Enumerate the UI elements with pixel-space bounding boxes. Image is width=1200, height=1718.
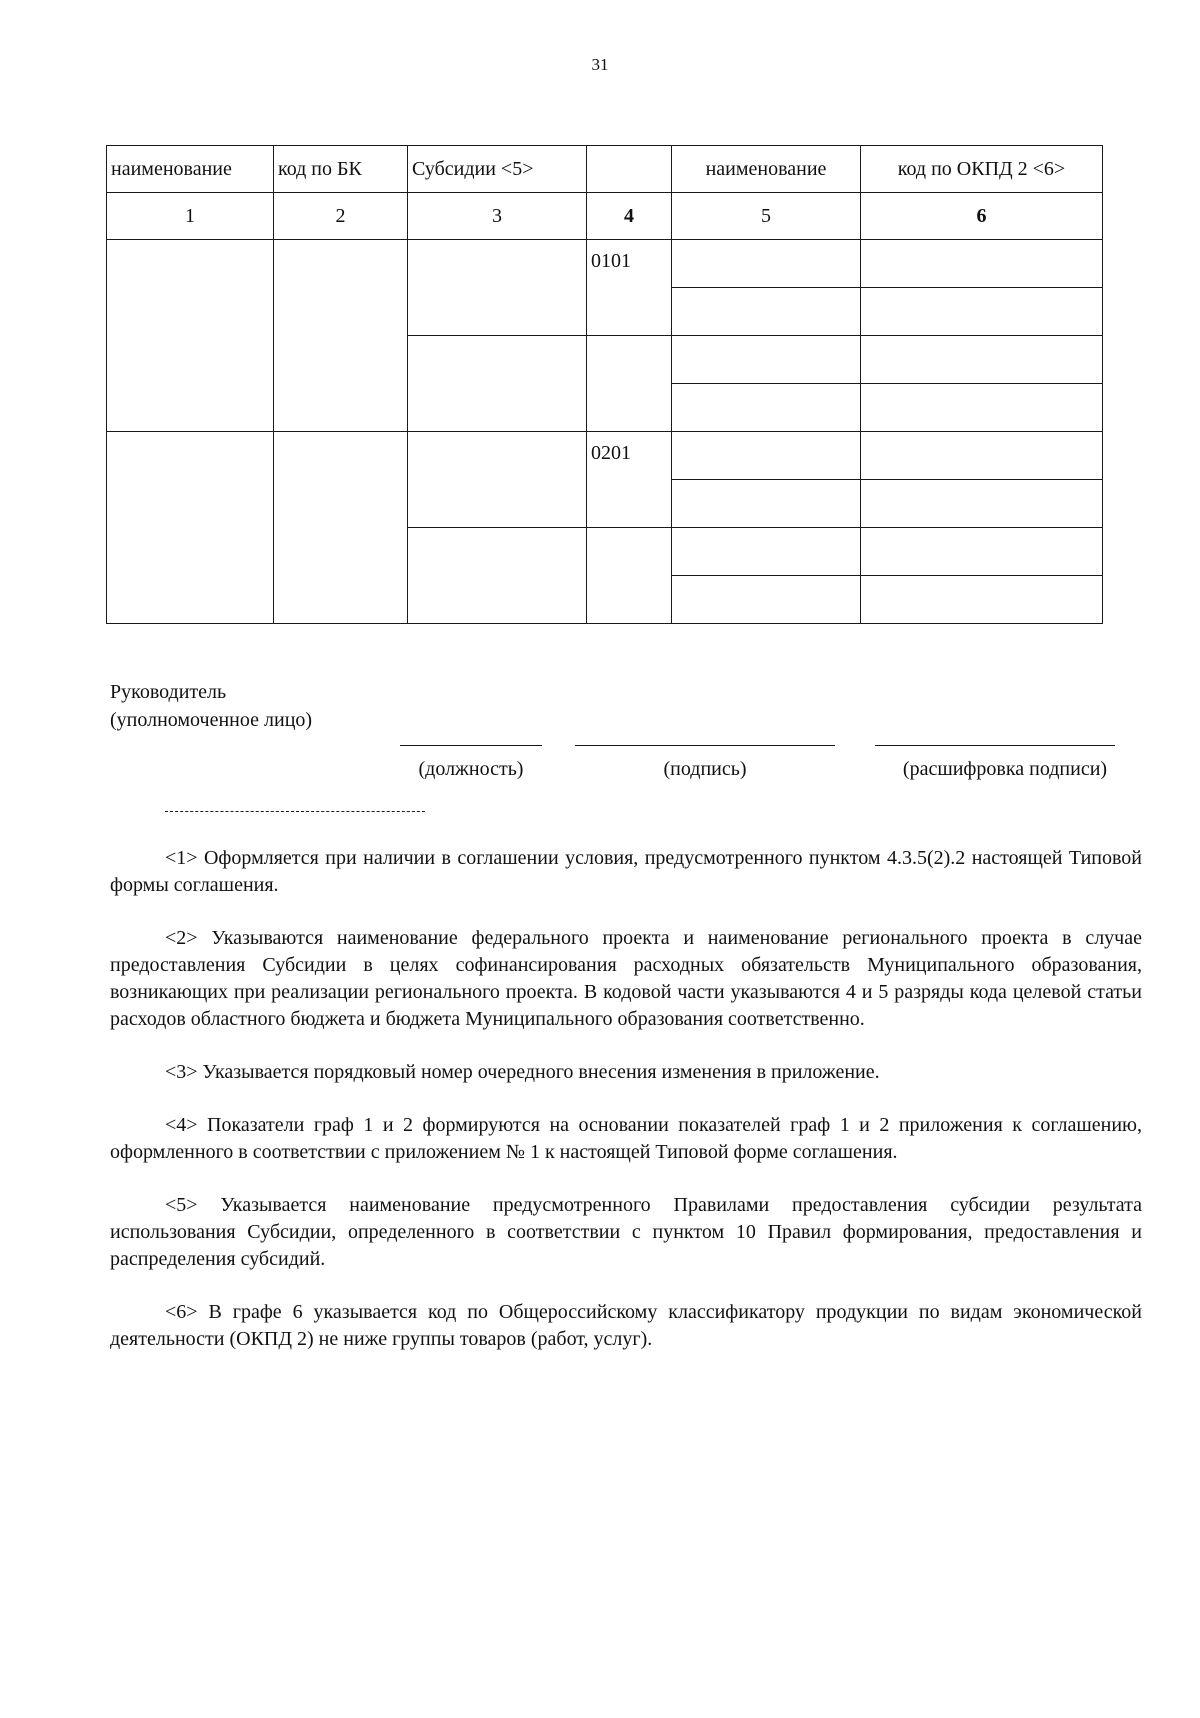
footnote: <4> Показатели граф 1 и 2 формируются на основании показателей граф 1 и 2 приложения к соглашению, оформленного в соответствии с приложением № 1 к настоящей Типовой форме соглашения. bbox=[110, 1114, 1142, 1163]
table-cell bbox=[274, 432, 408, 624]
table-cell bbox=[861, 288, 1103, 336]
table-cell bbox=[861, 528, 1103, 576]
position-line bbox=[400, 745, 542, 746]
column-number: 2 bbox=[274, 193, 408, 240]
table-cell bbox=[274, 240, 408, 432]
header-cell: код по БК bbox=[274, 146, 408, 193]
table-cell bbox=[408, 432, 587, 528]
table-cell bbox=[672, 480, 861, 528]
table-cell bbox=[672, 288, 861, 336]
column-number: 4 bbox=[587, 193, 672, 240]
table-cell bbox=[672, 384, 861, 432]
signature-caption: (подпись) bbox=[663, 758, 747, 780]
table-cell bbox=[408, 336, 587, 432]
signature-line bbox=[575, 745, 835, 746]
footnote: <2> Указываются наименование федерального проекта и наименование регионального проекта в случае предоставления Субсидии в целях софинансирования расходных обязательств Муниципального образования, возникающих при реализации регионального проекта. В кодовой части указываются 4 и 5 разряды кода целевой статьи расходов областного бюджета и бюджета Муниципального образования соответственно. bbox=[110, 927, 1142, 1030]
table-cell bbox=[587, 528, 672, 624]
table-cell bbox=[408, 240, 587, 336]
column-number: 5 bbox=[672, 193, 861, 240]
column-number-row bbox=[107, 193, 1103, 240]
code-cell: 0201 bbox=[587, 432, 672, 528]
table-cell bbox=[672, 336, 861, 384]
results-table bbox=[106, 145, 1103, 624]
column-number: 6 bbox=[861, 193, 1103, 240]
table-cell bbox=[672, 240, 861, 288]
footnote: <6> В графе 6 указывается код по Общероссийскому классификатору продукции по видам экономической деятельности (ОКПД 2) не ниже группы товаров (работ, услуг). bbox=[110, 1301, 1142, 1350]
footnote: <5> Указывается наименование предусмотренного Правилами предоставления субсидии результата использования Субсидии, определенного в соответствии с пунктом 10 Правил формирования, предоставления и распределения субсидий. bbox=[110, 1194, 1142, 1270]
signer-block bbox=[110, 678, 312, 734]
table-row bbox=[107, 432, 1103, 480]
decoding-line bbox=[875, 745, 1115, 746]
footnote-separator bbox=[165, 811, 425, 812]
table-cell bbox=[672, 576, 861, 624]
code-cell: 0101 bbox=[587, 240, 672, 336]
table-cell bbox=[861, 240, 1103, 288]
table-cell bbox=[861, 384, 1103, 432]
table-cell bbox=[107, 432, 274, 624]
table-cell bbox=[672, 432, 861, 480]
header-cell bbox=[587, 146, 672, 193]
header-cell: наименование bbox=[107, 146, 274, 193]
column-number: 3 bbox=[408, 193, 587, 240]
table-cell bbox=[861, 480, 1103, 528]
table-cell bbox=[861, 432, 1103, 480]
footnote: <3> Указывается порядковый номер очередного внесения изменения в приложение. bbox=[165, 1061, 880, 1083]
signer-role: Руководитель bbox=[110, 681, 227, 703]
signer-role-note: (уполномоченное лицо) bbox=[110, 709, 313, 731]
table-header-row bbox=[107, 146, 1103, 193]
page-number: 31 bbox=[591, 55, 609, 74]
header-cell: наименование bbox=[672, 146, 861, 193]
table-cell bbox=[587, 336, 672, 432]
table-cell bbox=[107, 240, 274, 432]
footnote: <1> Оформляется при наличии в соглашении условия, предусмотренного пунктом 4.3.5(2).2 настоящей Типовой формы соглашения. bbox=[110, 847, 1142, 896]
table-cell bbox=[861, 576, 1103, 624]
decoding-caption: (расшифровка подписи) bbox=[902, 758, 1108, 780]
position-caption: (должность) bbox=[418, 758, 524, 780]
header-cell: Субсидии <5> bbox=[408, 146, 587, 193]
header-cell: код по ОКПД 2 <6> bbox=[861, 146, 1103, 193]
table-row bbox=[107, 240, 1103, 288]
table-cell bbox=[861, 336, 1103, 384]
column-number: 1 bbox=[107, 193, 274, 240]
table-cell bbox=[408, 528, 587, 624]
table-cell bbox=[672, 528, 861, 576]
footnotes bbox=[110, 845, 1142, 1379]
